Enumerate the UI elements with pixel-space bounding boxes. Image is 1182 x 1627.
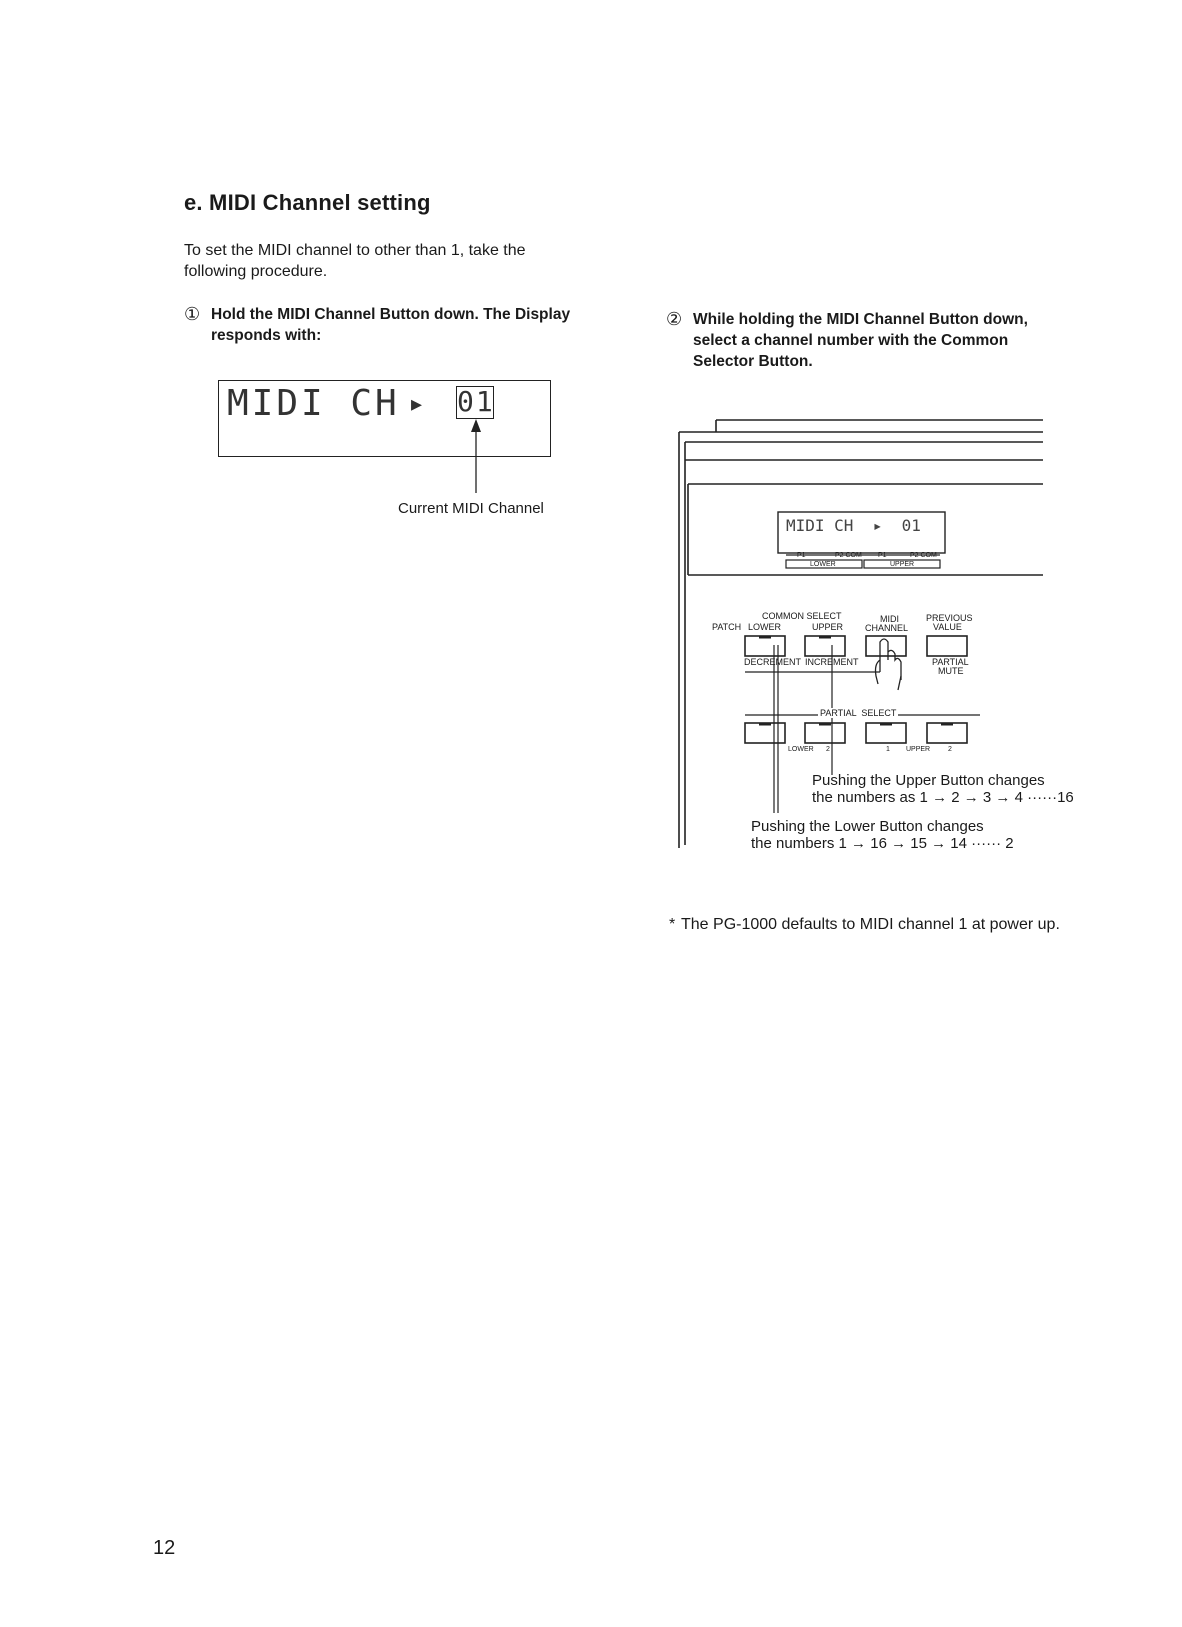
partial-num-2-upper: 2	[948, 746, 952, 753]
lower-button-note-line1: Pushing the Lower Button changes	[751, 818, 984, 835]
partial-num-2-lower: 2	[826, 746, 830, 753]
partial-upper-1-button	[866, 723, 906, 743]
caption-arrowhead-icon	[471, 419, 481, 432]
tab-lower: LOWER	[810, 561, 836, 568]
upper-button	[805, 636, 845, 656]
partial-lower-label: LOWER	[788, 746, 814, 753]
partial-label: PARTIAL	[932, 657, 969, 667]
step-2-text: While holding the MIDI Channel Button down, select a channel number with the Common Selector Button.	[693, 311, 1028, 370]
previous-value-button	[927, 636, 967, 656]
tab-p2com-upper: P2 COM	[910, 552, 937, 559]
tab-p2com-lower: P2 COM	[835, 552, 862, 559]
patch-label: PATCH	[712, 622, 742, 632]
lcd-label: MIDI CH	[227, 383, 400, 424]
previous-label: PREVIOUS	[926, 613, 973, 623]
footnote	[669, 914, 1074, 960]
lower-button	[745, 636, 785, 656]
section-title: e. MIDI Channel setting	[184, 190, 431, 215]
footnote-star: *	[669, 916, 676, 933]
partial-lower-2-button	[805, 723, 845, 743]
pressing-hand-icon	[876, 639, 902, 690]
partial-upper-label: UPPER	[906, 746, 931, 753]
mute-label: MUTE	[938, 666, 964, 676]
intro-paragraph: To set the MIDI channel to other than 1, take the following procedure.	[184, 242, 526, 280]
lower-label: LOWER	[748, 622, 782, 632]
partial-upper-2-button	[927, 723, 967, 743]
partial-num-1-upper: 1	[886, 746, 890, 753]
value-label: VALUE	[933, 622, 962, 632]
partial-select-label: PARTIAL SELECT	[820, 708, 897, 718]
partial-lower-1-button	[745, 723, 785, 743]
common-select-label: COMMON SELECT	[762, 611, 842, 621]
upper-label: UPPER	[812, 622, 844, 632]
lcd-channel-value: 01	[457, 385, 495, 418]
upper-button-note-line1: Pushing the Upper Button changes	[812, 772, 1045, 789]
decrement-label: DECREMENT	[744, 657, 802, 667]
midi-label: MIDI	[880, 614, 899, 624]
step-1-number: ①	[184, 304, 201, 324]
upper-button-note-line2: the numbers as 1 → 2 → 3 → 4 ······16	[812, 789, 1074, 806]
tab-upper: UPPER	[890, 561, 915, 568]
current-channel-caption: Current MIDI Channel	[398, 500, 544, 517]
step-1-text: Hold the MIDI Channel Button down. The Display responds with:	[211, 306, 571, 344]
step-2-number: ②	[666, 309, 683, 329]
page-number: 12	[153, 1537, 176, 1559]
channel-label: CHANNEL	[865, 623, 909, 633]
tab-p1-upper: P1	[878, 552, 887, 559]
lower-button-note-line2: the numbers 1 → 16 → 15 → 14 ······ 2	[751, 835, 1014, 852]
panel-display-text: MIDI CH ▸ 01	[786, 516, 921, 535]
increment-label: INCREMENT	[805, 657, 859, 667]
lcd-arrow-icon: ▸	[411, 391, 423, 416]
footnote-text: The PG-1000 defaults to MIDI channel 1 at power up.	[681, 916, 1060, 933]
tab-p1-lower: P1	[797, 552, 806, 559]
